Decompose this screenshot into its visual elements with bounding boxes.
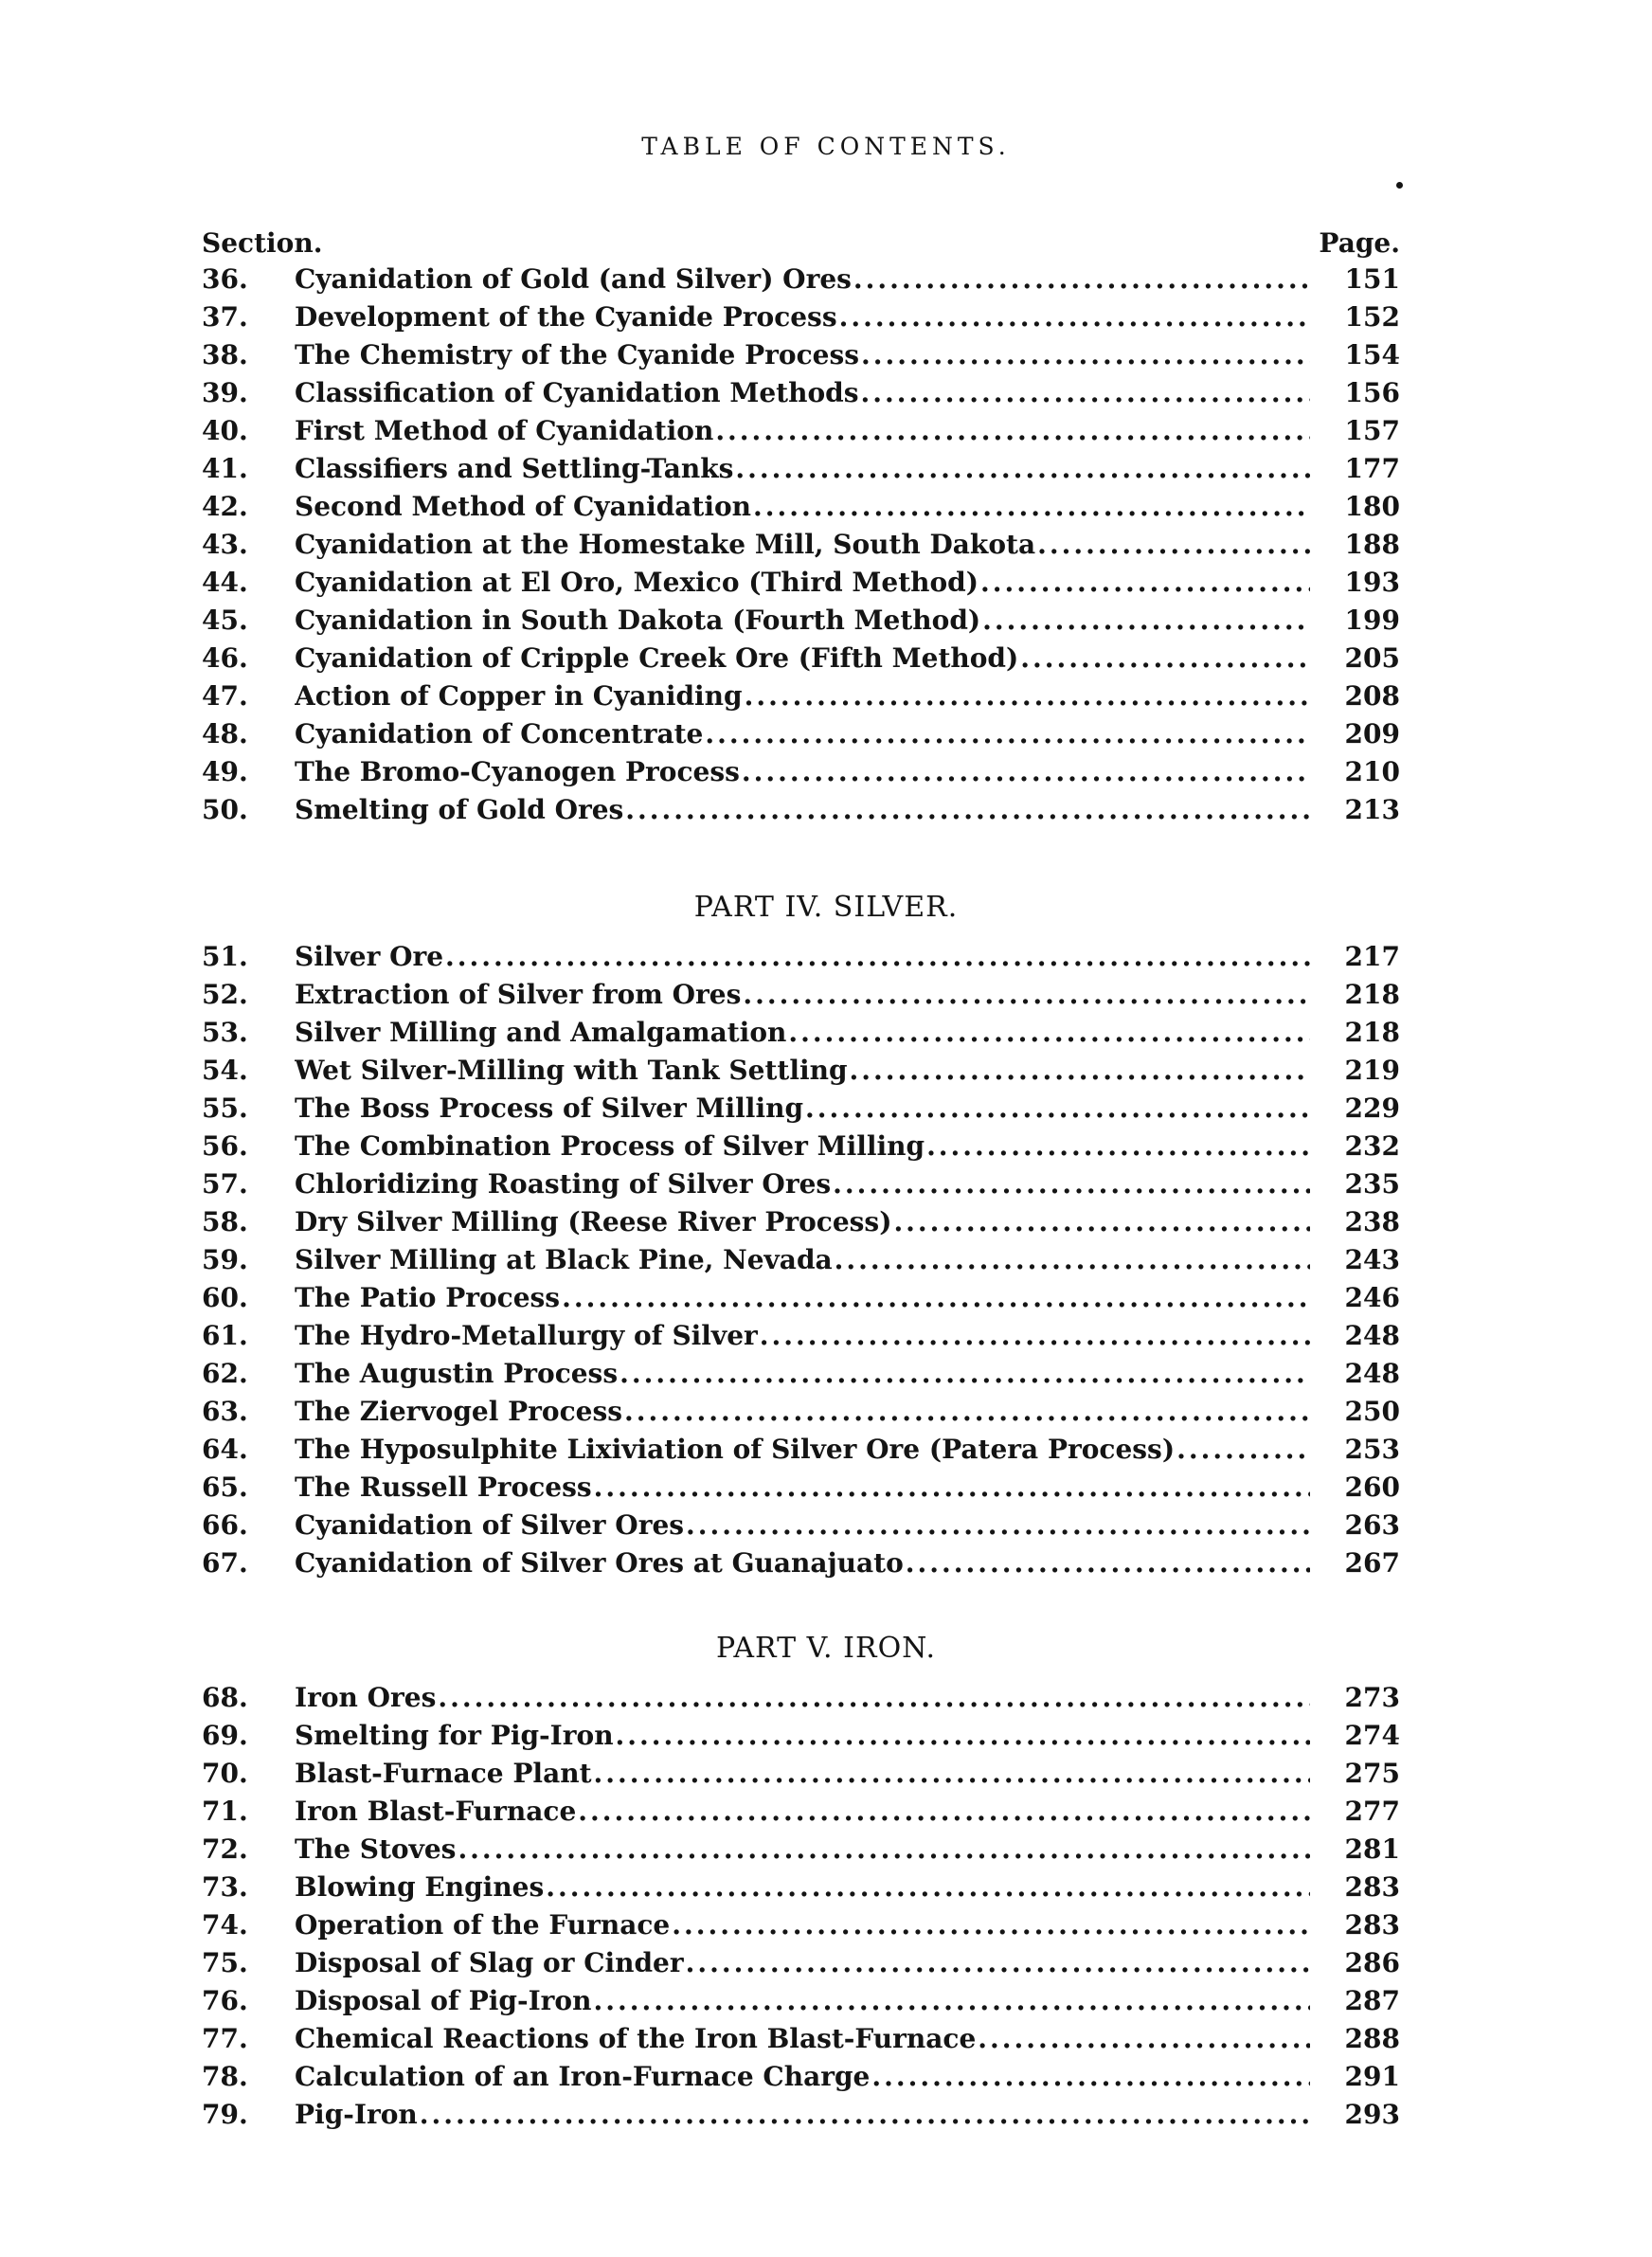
entry-title: Classifiers and Settling-Tanks	[295, 453, 734, 484]
section-number: 51.	[202, 941, 248, 972]
section-number: 58.	[202, 1206, 248, 1237]
section-number: 62.	[202, 1358, 248, 1389]
entry-title: The Hyposulphite Lixiviation of Silver Ore (Patera Process)	[295, 1434, 1176, 1465]
entry-title-leader	[295, 1509, 1310, 1541]
entry-title: Cyanidation in South Dakota (Fourth Method)	[295, 605, 981, 636]
entry-title: Calculation of an Iron-Furnace Charge	[295, 2061, 871, 2092]
toc-entry	[202, 529, 1400, 567]
page-number: 288	[1344, 2023, 1400, 2054]
toc-list-gold	[202, 263, 1400, 832]
page-number: 260	[1344, 1472, 1400, 1503]
section-number: 65.	[202, 1472, 248, 1503]
section-number: 66.	[202, 1509, 248, 1541]
part-iv-heading: PART IV. SILVER.	[693, 891, 959, 924]
entry-title: The Bromo-Cyanogen Process	[295, 756, 740, 787]
entry-title: Chloridizing Roasting of Silver Ores	[295, 1168, 832, 1200]
toc-entry	[202, 718, 1400, 756]
section-number: 63.	[202, 1396, 248, 1427]
toc-entry	[202, 1985, 1400, 2023]
entry-title-leader	[295, 1472, 1310, 1503]
entry-title: Iron Blast-Furnace	[295, 1796, 577, 1827]
toc-entry	[202, 1909, 1400, 1947]
section-number: 70.	[202, 1758, 248, 1789]
entry-title-leader	[295, 1985, 1310, 2016]
toc-entry	[202, 1168, 1400, 1206]
toc-entry	[202, 1434, 1400, 1472]
entry-title-leader	[295, 1796, 1310, 1827]
section-number: 53.	[202, 1017, 248, 1048]
entry-title-leader	[295, 1833, 1310, 1865]
entry-title-leader	[295, 1206, 1310, 1237]
entry-title-leader	[295, 794, 1310, 825]
entry-title-leader	[295, 1720, 1310, 1751]
page-number: 293	[1344, 2099, 1400, 2130]
entry-title-leader	[295, 453, 1310, 484]
entry-title: Cyanidation at the Homestake Mill, South Dakota	[295, 529, 1036, 560]
page-number: 243	[1344, 1244, 1400, 1275]
section-number: 37.	[202, 301, 248, 333]
toc-entry	[202, 453, 1400, 491]
toc-entry	[202, 605, 1400, 642]
entry-title: Cyanidation of Gold (and Silver) Ores	[295, 263, 852, 295]
entry-title-leader	[295, 2023, 1310, 2054]
toc-entry	[202, 1509, 1400, 1547]
stray-dot-mark	[1396, 182, 1403, 189]
entry-title-leader	[295, 1130, 1310, 1162]
section-number: 49.	[202, 756, 248, 787]
entry-title-leader	[295, 1092, 1310, 1124]
page-number: 273	[1344, 1682, 1400, 1713]
page-number: 250	[1344, 1396, 1400, 1427]
toc-entry	[202, 1244, 1400, 1282]
section-number: 54.	[202, 1055, 248, 1086]
entry-title-leader	[295, 979, 1310, 1010]
page-number: 193	[1344, 567, 1400, 598]
entry-title-leader	[295, 1320, 1310, 1351]
section-number: 69.	[202, 1720, 248, 1751]
section-column-label: Section.	[202, 227, 323, 259]
page-number: 218	[1344, 979, 1400, 1010]
entry-title-leader	[295, 567, 1310, 598]
section-number: 39.	[202, 377, 248, 408]
toc-entry	[202, 1547, 1400, 1585]
entry-title: Silver Ore	[295, 941, 444, 972]
section-number: 74.	[202, 1909, 248, 1941]
toc-entry	[202, 1320, 1400, 1358]
section-number: 44.	[202, 567, 248, 598]
entry-title-leader	[295, 1434, 1310, 1465]
entry-title-leader	[295, 680, 1310, 712]
toc-entry	[202, 756, 1400, 794]
entry-title: Smelting for Pig-Iron	[295, 1720, 614, 1751]
page-title: TABLE OF CONTENTS.	[641, 133, 1011, 160]
entry-title: Dry Silver Milling (Reese River Process)	[295, 1206, 892, 1237]
toc-entry	[202, 339, 1400, 377]
toc-entry	[202, 1833, 1400, 1871]
entry-title-leader	[295, 642, 1310, 674]
page-number: 213	[1344, 794, 1400, 825]
toc-entry	[202, 1055, 1400, 1092]
page-number: 281	[1344, 1833, 1400, 1865]
section-number: 36.	[202, 263, 248, 295]
column-header	[202, 227, 1400, 262]
entry-title: Cyanidation of Concentrate	[295, 718, 704, 749]
page-number: 219	[1344, 1055, 1400, 1086]
page-number: 180	[1344, 491, 1400, 522]
section-number: 72.	[202, 1833, 248, 1865]
toc-entry	[202, 1758, 1400, 1796]
section-number: 71.	[202, 1796, 248, 1827]
entry-title: The Stoves	[295, 1833, 457, 1865]
section-number: 52.	[202, 979, 248, 1010]
entry-title: Blowing Engines	[295, 1871, 545, 1903]
section-number: 75.	[202, 1947, 248, 1978]
entry-title-leader	[295, 756, 1310, 787]
section-number: 48.	[202, 718, 248, 749]
entry-title: Pig-Iron	[295, 2099, 418, 2130]
page-number: 246	[1344, 1282, 1400, 1313]
toc-entry	[202, 1396, 1400, 1434]
toc-entry	[202, 263, 1400, 301]
entry-title: Cyanidation of Silver Ores	[295, 1509, 685, 1541]
section-number: 67.	[202, 1547, 248, 1579]
entry-title-leader	[295, 1871, 1310, 1903]
entry-title: The Chemistry of the Cyanide Process	[295, 339, 859, 370]
toc-entry	[202, 2099, 1400, 2137]
page-number: 217	[1344, 941, 1400, 972]
page-number: 154	[1344, 339, 1400, 370]
toc-entry	[202, 1796, 1400, 1833]
toc-entry	[202, 642, 1400, 680]
section-number: 64.	[202, 1434, 248, 1465]
toc-list-iron	[202, 1682, 1400, 2137]
entry-title: The Ziervogel Process	[295, 1396, 622, 1427]
page-number: 283	[1344, 1909, 1400, 1941]
page-number: 188	[1344, 529, 1400, 560]
toc-entry	[202, 491, 1400, 529]
entry-title-leader	[295, 491, 1310, 522]
toc-entry	[202, 1358, 1400, 1396]
toc-entry	[202, 2023, 1400, 2061]
toc-list-silver	[202, 941, 1400, 1585]
toc-entry	[202, 1720, 1400, 1758]
entry-title: Operation of the Furnace	[295, 1909, 671, 1941]
entry-title-leader	[295, 718, 1310, 749]
entry-title-leader	[295, 1682, 1310, 1713]
entry-title: Silver Milling at Black Pine, Nevada	[295, 1244, 833, 1275]
toc-entry	[202, 301, 1400, 339]
section-number: 47.	[202, 680, 248, 712]
entry-title-leader	[295, 339, 1310, 370]
page-number: 248	[1344, 1320, 1400, 1351]
page-number: 177	[1344, 453, 1400, 484]
page-number: 229	[1344, 1092, 1400, 1124]
toc-entry	[202, 415, 1400, 453]
section-number: 78.	[202, 2061, 248, 2092]
toc-entry	[202, 979, 1400, 1017]
entry-title-leader	[295, 1758, 1310, 1789]
toc-entry	[202, 1282, 1400, 1320]
entry-title: Chemical Reactions of the Iron Blast-Furnace	[295, 2023, 977, 2054]
toc-entry	[202, 1092, 1400, 1130]
part-v-heading: PART V. IRON.	[715, 1632, 937, 1665]
section-number: 38.	[202, 339, 248, 370]
section-number: 57.	[202, 1168, 248, 1200]
entry-title-leader	[295, 1244, 1310, 1275]
page-number: 218	[1344, 1017, 1400, 1048]
page-number: 274	[1344, 1720, 1400, 1751]
entry-title-leader	[295, 1282, 1310, 1313]
page-number: 291	[1344, 2061, 1400, 2092]
entry-title-leader	[295, 1396, 1310, 1427]
entry-title: The Boss Process of Silver Milling	[295, 1092, 804, 1124]
section-number: 76.	[202, 1985, 248, 2016]
section-number: 55.	[202, 1092, 248, 1124]
entry-title: Cyanidation at El Oro, Mexico (Third Method)	[295, 567, 979, 598]
section-number: 61.	[202, 1320, 248, 1351]
section-number: 42.	[202, 491, 248, 522]
entry-title-leader	[295, 301, 1310, 333]
page-number: 152	[1344, 301, 1400, 333]
entry-title: Classification of Cyanidation Methods	[295, 377, 859, 408]
toc-entry	[202, 567, 1400, 605]
entry-title: Second Method of Cyanidation	[295, 491, 752, 522]
toc-entry	[202, 1472, 1400, 1509]
entry-title: Disposal of Slag or Cinder	[295, 1947, 684, 1978]
entry-title: Iron Ores	[295, 1682, 437, 1713]
entry-title-leader	[295, 529, 1310, 560]
entry-title-leader	[295, 263, 1310, 295]
page-number: 277	[1344, 1796, 1400, 1827]
section-number: 43.	[202, 529, 248, 560]
entry-title: The Augustin Process	[295, 1358, 619, 1389]
page-number: 286	[1344, 1947, 1400, 1978]
section-number: 56.	[202, 1130, 248, 1162]
page-number: 210	[1344, 756, 1400, 787]
page-number: 235	[1344, 1168, 1400, 1200]
entry-title: The Patio Process	[295, 1282, 561, 1313]
page-number: 232	[1344, 1130, 1400, 1162]
page-number: 156	[1344, 377, 1400, 408]
toc-entry	[202, 1017, 1400, 1055]
entry-title: Extraction of Silver from Ores	[295, 979, 742, 1010]
toc-entry	[202, 1682, 1400, 1720]
toc-entry	[202, 1947, 1400, 1985]
section-number: 50.	[202, 794, 248, 825]
entry-title-leader	[295, 941, 1310, 972]
page-number: 283	[1344, 1871, 1400, 1903]
entry-title: Cyanidation of Cripple Creek Ore (Fifth Method)	[295, 642, 1019, 674]
page-column-label: Page.	[1319, 227, 1400, 259]
toc-entry	[202, 2061, 1400, 2099]
page-number: 151	[1344, 263, 1400, 295]
page-number: 208	[1344, 680, 1400, 712]
section-number: 46.	[202, 642, 248, 674]
toc-entry	[202, 1871, 1400, 1909]
entry-title-leader	[295, 1547, 1310, 1579]
entry-title: Wet Silver-Milling with Tank Settling	[295, 1055, 848, 1086]
entry-title: Disposal of Pig-Iron	[295, 1985, 592, 2016]
toc-entry	[202, 941, 1400, 979]
entry-title-leader	[295, 1055, 1310, 1086]
section-number: 45.	[202, 605, 248, 636]
entry-title: Cyanidation of Silver Ores at Guanajuato	[295, 1547, 904, 1579]
entry-title: Action of Copper in Cyaniding	[295, 680, 743, 712]
page-number: 263	[1344, 1509, 1400, 1541]
toc-entry	[202, 1206, 1400, 1244]
page-number: 253	[1344, 1434, 1400, 1465]
page-number: 205	[1344, 642, 1400, 674]
entry-title-leader	[295, 415, 1310, 446]
section-number: 68.	[202, 1682, 248, 1713]
page-number: 157	[1344, 415, 1400, 446]
entry-title: Blast-Furnace Plant	[295, 1758, 592, 1789]
section-number: 41.	[202, 453, 248, 484]
section-number: 77.	[202, 2023, 248, 2054]
page-number: 267	[1344, 1547, 1400, 1579]
entry-title-leader	[295, 1168, 1310, 1200]
toc-entry	[202, 794, 1400, 832]
section-number: 60.	[202, 1282, 248, 1313]
page-number: 199	[1344, 605, 1400, 636]
page-number: 287	[1344, 1985, 1400, 2016]
entry-title: Development of the Cyanide Process	[295, 301, 837, 333]
page-number: 248	[1344, 1358, 1400, 1389]
entry-title-leader	[295, 1947, 1310, 1978]
section-number: 40.	[202, 415, 248, 446]
entry-title: Smelting of Gold Ores	[295, 794, 624, 825]
entry-title: First Method of Cyanidation	[295, 415, 714, 446]
entry-title-leader	[295, 1909, 1310, 1941]
page-number: 275	[1344, 1758, 1400, 1789]
toc-entry	[202, 680, 1400, 718]
toc-entry	[202, 1130, 1400, 1168]
section-number: 79.	[202, 2099, 248, 2130]
entry-title: Silver Milling and Amalgamation	[295, 1017, 787, 1048]
section-number: 73.	[202, 1871, 248, 1903]
entry-title-leader	[295, 1358, 1310, 1389]
section-number: 59.	[202, 1244, 248, 1275]
entry-title-leader	[295, 377, 1310, 408]
entry-title-leader	[295, 2061, 1310, 2092]
entry-title: The Combination Process of Silver Milling	[295, 1130, 925, 1162]
entry-title-leader	[295, 1017, 1310, 1048]
toc-entry	[202, 377, 1400, 415]
entry-title: The Russell Process	[295, 1472, 592, 1503]
page-number: 209	[1344, 718, 1400, 749]
entry-title-leader	[295, 2099, 1310, 2130]
entry-title-leader	[295, 605, 1310, 636]
page-number: 238	[1344, 1206, 1400, 1237]
entry-title: The Hydro-Metallurgy of Silver	[295, 1320, 758, 1351]
